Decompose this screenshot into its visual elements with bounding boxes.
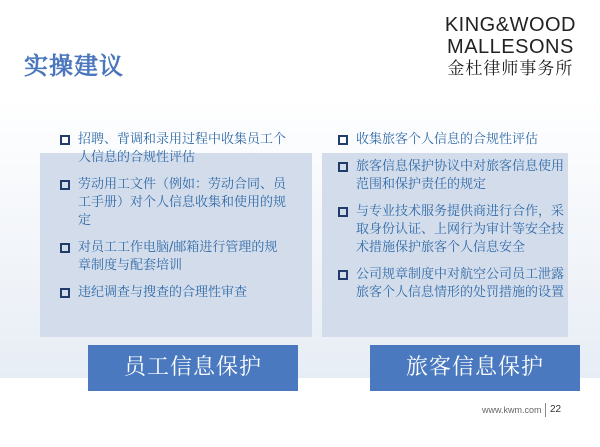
list-item-text: 违纪调查与搜查的合理性审查 — [78, 285, 248, 300]
footer-divider — [545, 403, 546, 417]
list-item-text: 收集旅客个人信息的合规性评估 — [356, 132, 539, 147]
list-item-text: 与专业技术服务提供商进行合作，采取身份认证、上网行为审计等安全技术措施保护旅客个人信息安全 — [356, 204, 565, 255]
footer-url: www.kwm.com — [482, 405, 542, 415]
list-item — [336, 158, 568, 194]
logo-line-3: 金杜律师事务所 — [447, 59, 574, 79]
square-bullet-icon — [60, 243, 70, 253]
list-item — [336, 266, 568, 302]
square-bullet-icon — [60, 288, 70, 298]
square-bullet-icon — [338, 135, 348, 145]
list-item — [58, 176, 290, 230]
list-item — [336, 131, 568, 149]
list-item-text: 对员工工作电脑/邮箱进行管理的规章制度与配套培训 — [78, 240, 278, 273]
list-item-text: 公司规章制度中对航空公司员工泄露旅客个人信息情形的处罚措施的设置 — [356, 267, 565, 300]
employee-info-protection-button[interactable]: 员工信息保护 — [88, 345, 298, 391]
list-item — [58, 131, 290, 167]
list-item — [336, 203, 568, 257]
page-number: 22 — [550, 404, 562, 415]
list-item-text: 旅客信息保护协议中对旅客信息使用范围和保护责任的规定 — [356, 159, 565, 192]
logo-line-2: MALLESONS — [447, 36, 574, 58]
passenger-info-protection-button[interactable]: 旅客信息保护 — [370, 345, 580, 391]
firm-logo — [445, 14, 576, 80]
list-item — [58, 239, 290, 275]
square-bullet-icon — [338, 270, 348, 280]
square-bullet-icon — [338, 162, 348, 172]
square-bullet-icon — [338, 207, 348, 217]
slide-title: 实操建议 — [24, 52, 124, 80]
right-bullet-list — [336, 131, 568, 311]
left-bullet-list — [58, 131, 290, 311]
list-item — [58, 284, 290, 302]
list-item-text: 劳动用工文件（例如：劳动合同、员工手册）对个人信息收集和使用的规定 — [78, 177, 287, 228]
logo-line-1: KING&WOOD — [444, 14, 576, 36]
list-item-text: 招聘、背调和录用过程中收集员工个人信息的合规性评估 — [78, 132, 287, 165]
square-bullet-icon — [60, 180, 70, 190]
square-bullet-icon — [60, 135, 70, 145]
